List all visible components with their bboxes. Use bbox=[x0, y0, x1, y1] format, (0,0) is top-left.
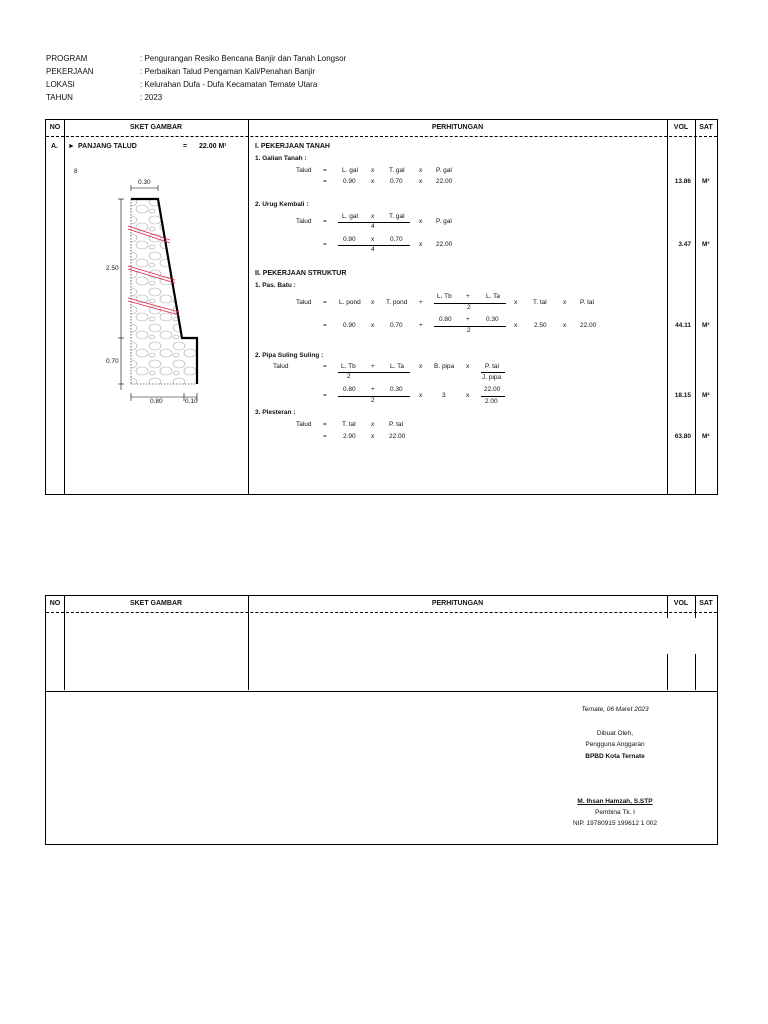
item-plesteran: 3. Plesteran : bbox=[255, 409, 296, 416]
dim-wall-height: 2.50 bbox=[106, 265, 119, 272]
col-header-no: NO bbox=[49, 124, 61, 131]
sat-pipa: M² bbox=[702, 392, 710, 399]
value-lokasi: : Kelurahan Dufa - Dufa Kecamatan Ternate Utara bbox=[140, 80, 318, 89]
sketch-label-8: 8 bbox=[74, 168, 78, 175]
place-date: Ternate, 06 Maret 2023 bbox=[581, 706, 649, 713]
sat-pas-batu: M³ bbox=[702, 322, 710, 329]
signature-table bbox=[45, 595, 718, 845]
col-header-vol: VOL bbox=[673, 124, 689, 131]
label-tahun: TAHUN bbox=[46, 93, 73, 102]
vol-urug: 3.47 bbox=[678, 241, 691, 248]
divider-gap bbox=[667, 618, 717, 654]
col-header-calc: PERHITUNGAN bbox=[431, 124, 484, 131]
section-2-title: II. PEKERJAAN STRUKTUR bbox=[255, 270, 347, 277]
retaining-wall-sketch bbox=[100, 178, 210, 408]
vol-pipa: 18.15 bbox=[674, 392, 691, 399]
col-header-calc-2: PERHITUNGAN bbox=[431, 600, 484, 607]
label-program: PROGRAM bbox=[46, 54, 88, 63]
talud-length-label: PANJANG TALUD bbox=[78, 143, 137, 150]
vol-galian: 13.86 bbox=[674, 178, 691, 185]
vol-pas-batu: 44.11 bbox=[675, 322, 691, 329]
made-by: Dibuat Oleh, bbox=[596, 730, 634, 737]
section-1-title: I. PEKERJAAN TANAH bbox=[255, 143, 330, 150]
dim-top-width: 0.30 bbox=[138, 179, 151, 186]
signer-org: BPBD Kota Ternate bbox=[585, 753, 645, 760]
signer-rank: Pembina Tk. I bbox=[595, 809, 635, 816]
value-tahun: : 2023 bbox=[140, 93, 163, 102]
sat-plesteran: M² bbox=[702, 433, 710, 440]
col-header-sketch-2: SKET GAMBAR bbox=[129, 600, 183, 607]
col-header-sat: SAT bbox=[699, 124, 713, 131]
col-header-sat-2: SAT bbox=[699, 600, 713, 607]
col-header-vol-2: VOL bbox=[673, 600, 689, 607]
dim-bottom-width: 0.80 bbox=[150, 398, 163, 405]
value-program: : Pengurangan Resiko Bencana Banjir dan Tanah Longsor bbox=[140, 54, 347, 63]
dim-toe-width: 0.10 bbox=[185, 398, 198, 405]
sat-galian: M³ bbox=[702, 178, 710, 185]
label-lokasi: LOKASI bbox=[46, 80, 75, 89]
label-pekerjaan: PEKERJAAN bbox=[46, 67, 94, 76]
value-pekerjaan: : Perbaikan Talud Pengaman Kali/Penahan Banjir bbox=[140, 67, 316, 76]
talud-length-value: 22.00 M¹ bbox=[199, 143, 227, 150]
vol-plesteran: 63.80 bbox=[674, 433, 691, 440]
signer-nip: NIP. 19780915 199612 1 002 bbox=[572, 820, 658, 827]
row-number: A. bbox=[51, 143, 58, 150]
talud-length-eq: = bbox=[183, 143, 188, 150]
signer-name: M. Ihsan Hamzah, S.STP bbox=[577, 798, 653, 805]
sat-urug: M³ bbox=[702, 241, 710, 248]
item-urug-kembali: 2. Urug Kembali : bbox=[255, 201, 309, 208]
arrow-icon: ► bbox=[68, 143, 75, 150]
item-galian-tanah: 1. Galian Tanah : bbox=[255, 155, 307, 162]
signer-role: Pengguna Anggaran bbox=[585, 741, 645, 748]
item-pas-batu: 1. Pas. Batu : bbox=[255, 282, 296, 289]
dim-foundation-height: 0.70 bbox=[106, 358, 119, 365]
col-header-no-2: NO bbox=[49, 600, 61, 607]
col-header-sketch: SKET GAMBAR bbox=[129, 124, 183, 131]
item-pipa-suling: 2. Pipa Suling Suling : bbox=[255, 352, 324, 359]
